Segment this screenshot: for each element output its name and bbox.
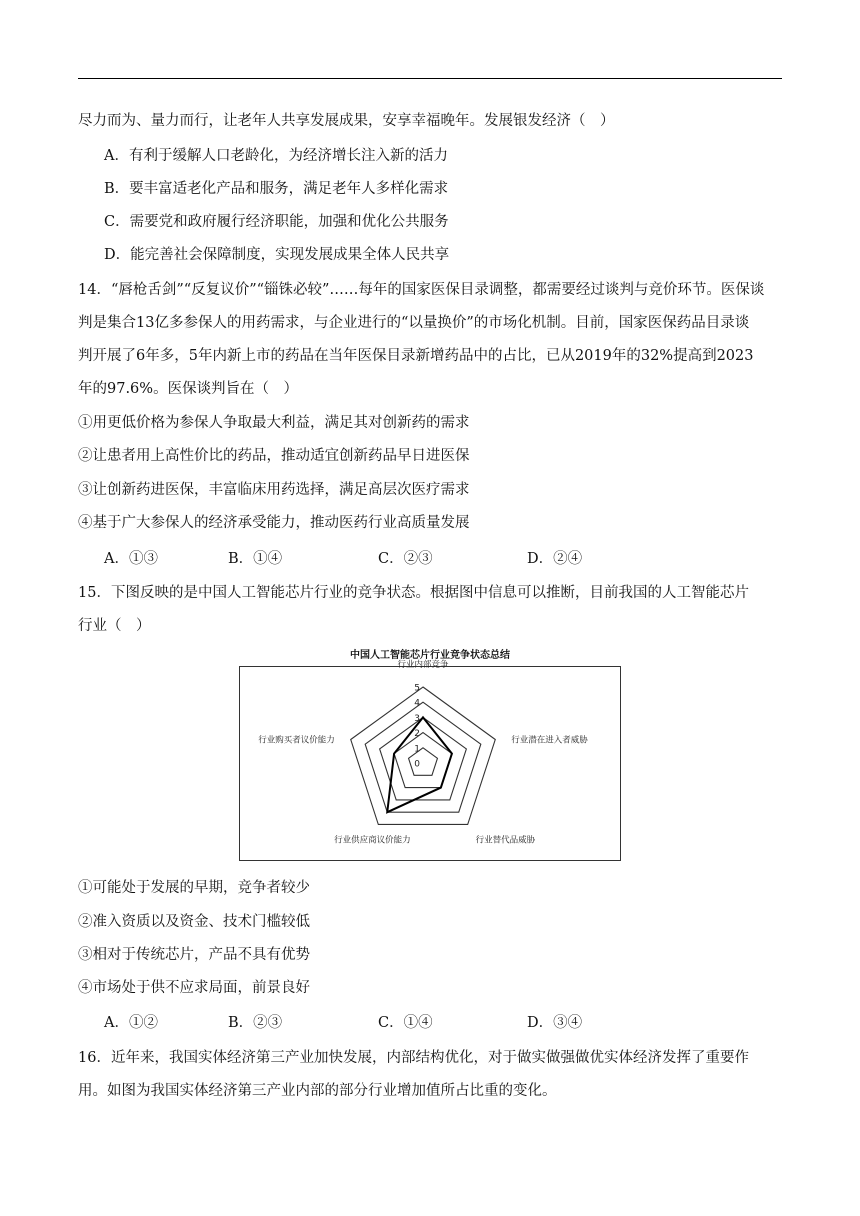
- q14-statement-3: ③让创新药进医保，丰富临床用药选择，满足高层次医疗需求: [78, 482, 470, 498]
- q14-option-c: C．②③: [378, 551, 433, 567]
- radar-svg: [240, 660, 620, 860]
- radar-scale-label-3: 3: [414, 713, 420, 724]
- q13-option-b: B．要丰富适老化产品和服务，满足老年人多样化需求: [104, 181, 449, 197]
- q14-stem-line2: 判是集合13亿多参保人的用药需求，与企业进行的“以量换价”的市场化机制。目前，国家医保药品目录谈: [78, 315, 750, 331]
- radar-axis-label-1: 行业内部竞争: [397, 660, 449, 670]
- radar-scale-label-2: 2: [414, 729, 420, 740]
- radar-scale-label-4: 4: [414, 698, 420, 709]
- q16-stem-line2: 用。如图为我国实体经济第三产业内部的部分行业增加值所占比重的变化。: [78, 1083, 557, 1099]
- q14-stem-line4: 年的97.6%。医保谈判旨在（ ）: [78, 381, 299, 397]
- q15-statement-1: ①可能处于发展的早期，竞争者较少: [78, 880, 310, 896]
- q13-option-c: C．需要党和政府履行经济职能，加强和优化公共服务: [104, 214, 449, 230]
- q15-option-a: A．①②: [104, 1015, 158, 1031]
- chart-title: 中国人工智能芯片行业竞争状态总结: [350, 650, 510, 661]
- q14-statement-2: ②让患者用上高性价比的药品，推动适宜创新药品早日进医保: [78, 448, 470, 464]
- q14-stem-line3: 判开展了6年多，5年内新上市的药品在当年医保目录新增药品中的占比，已从2019年的32%提高到2023: [78, 348, 754, 364]
- q15-stem-line2: 行业（ ）: [78, 618, 151, 634]
- q15-stem-line1: 15．下图反映的是中国人工智能芯片行业的竞争状态。根据图中信息可以推断，目前我国的人工智能芯片: [78, 585, 749, 601]
- radar-axis-label-4: 行业供应商议价能力: [334, 835, 411, 846]
- q16-stem-line1: 16．近年来，我国实体经济第三产业加快发展，内部结构优化，对于做实做强做优实体经济发挥了重要作: [78, 1050, 749, 1066]
- q13-option-d: D．能完善社会保障制度，实现发展成果全体人民共享: [104, 247, 450, 263]
- radar-axis-label-5: 行业购买者议价能力: [258, 735, 335, 746]
- radar-axis-label-3: 行业替代品威胁: [475, 835, 536, 846]
- radar-chart: [239, 646, 621, 862]
- radar-scale-label-1: 1: [414, 744, 420, 755]
- q15-statement-2: ②准入资质以及资金、技术门槛较低: [78, 914, 310, 930]
- q13-stem-tail: 尽力而为、量力而行，让老年人共享发展成果，安享幸福晚年。发展银发经济（ ）: [78, 113, 615, 129]
- radar-grid-ring-5: [351, 687, 496, 824]
- q13-option-a: A．有利于缓解人口老龄化，为经济增长注入新的活力: [104, 148, 448, 164]
- q14-statement-4: ④基于广大参保人的经济承受能力，推动医药行业高质量发展: [78, 515, 470, 531]
- q15-option-d: D．③④: [527, 1015, 583, 1031]
- radar-scale-label-0: 0: [414, 759, 420, 770]
- q15-option-c: C．①④: [378, 1015, 433, 1031]
- header-rule: [78, 78, 782, 79]
- chart-frame: [239, 660, 621, 861]
- q14-option-d: D．②④: [527, 551, 583, 567]
- q15-option-b: B．②③: [228, 1015, 283, 1031]
- q14-stem-line1: 14．“唇枪舌剑”“反复议价”“锱铢必较”……每年的国家医保目录调整，都需要经过谈判与竞价环节。医保谈: [78, 282, 765, 298]
- q14-statement-1: ①用更低价格为参保人争取最大利益，满足其对创新药的需求: [78, 415, 470, 431]
- radar-axis-label-2: 行业潜在进入者威胁: [511, 735, 588, 746]
- radar-grid-ring-1: [409, 748, 438, 775]
- q15-statement-3: ③相对于传统芯片，产品不具有优势: [78, 947, 310, 963]
- q14-option-a: A．①③: [104, 551, 158, 567]
- radar-scale-label-5: 5: [414, 683, 420, 694]
- q14-option-b: B．①④: [228, 551, 283, 567]
- q15-statement-4: ④市场处于供不应求局面，前景良好: [78, 980, 310, 996]
